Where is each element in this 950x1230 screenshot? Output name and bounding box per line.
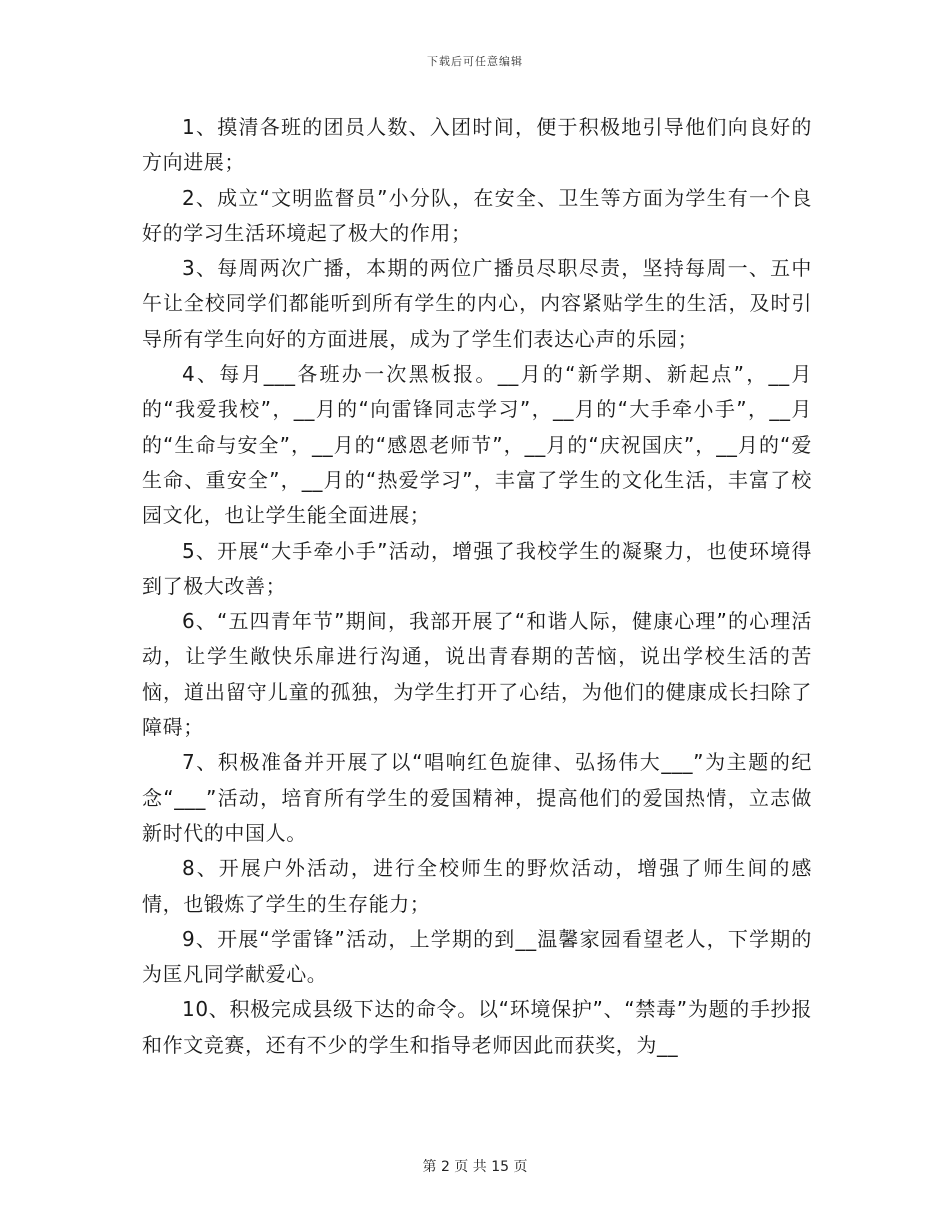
paragraph-4: 4、每月___各班办一次黑板报。__月的“新学期、新起点”，__月的“我爱我校”，__月的“向雷锋同志学习”，__月的“大手牵小手”，__月的“生命与安全”，__月的“感恩老师节”，__月的“庆祝国庆”，__月的“爱生命、重安全”，__月的“热爱学习”，丰富了学生的文化生活，丰富了校园文化，也让学生能全面进展； [142, 362, 812, 528]
page-number: 第 2 页 共 15 页 [422, 1159, 528, 1175]
paragraph-10: 10、积极完成县级下达的命令。以“环境保护”、“禁毒”为题的手抄报和作文竞赛，还有不少的学生和指导老师因此而获奖，为__ [142, 997, 812, 1057]
paragraph-6: 6、“五四青年节”期间，我部开展了“和谐人际，健康心理”的心理活动，让学生敞快乐扉进行沟通，说出青春期的苦恼，说出学校生活的苦恼，道出留守儿童的孤独，为学生打开了心结，为他们的健康成长扫除了障碍； [142, 609, 812, 740]
page-header: 下载后可任意编辑 [427, 55, 523, 68]
paragraph-8: 8、开展户外活动，进行全校师生的野炊活动，增强了师生间的感情，也锻炼了学生的生存能力； [142, 856, 812, 916]
document-body [142, 110, 812, 1063]
paragraph-2: 2、成立“文明监督员”小分队，在安全、卫生等方面为学生有一个良好的学习生活环境起了极大的作用； [142, 185, 812, 245]
paragraph-9: 9、开展“学雷锋”活动，上学期的到__温馨家园看望老人，下学期的为匡凡同学献爱心。 [142, 926, 812, 987]
paragraph-1: 1、摸清各班的团员人数、入团时间，便于积极地引导他们向良好的方向进展； [142, 115, 812, 175]
paragraph-3: 3、每周两次广播，本期的两位广播员尽职尽责，坚持每周一、五中午让全校同学们都能听到所有学生的内心，内容紧贴学生的生活，及时引导所有学生向好的方面进展，成为了学生们表达心声的乐园； [142, 256, 812, 351]
paragraph-7: 7、积极准备并开展了以“唱响红色旋律、弘扬伟大___”为主题的纪念“___”活动，培育所有学生的爱国精神，提高他们的爱国热情，立志做新时代的中国人。 [142, 750, 812, 845]
paragraph-5: 5、开展“大手牵小手”活动，增强了我校学生的凝聚力，也使环境得到了极大改善； [142, 538, 812, 598]
